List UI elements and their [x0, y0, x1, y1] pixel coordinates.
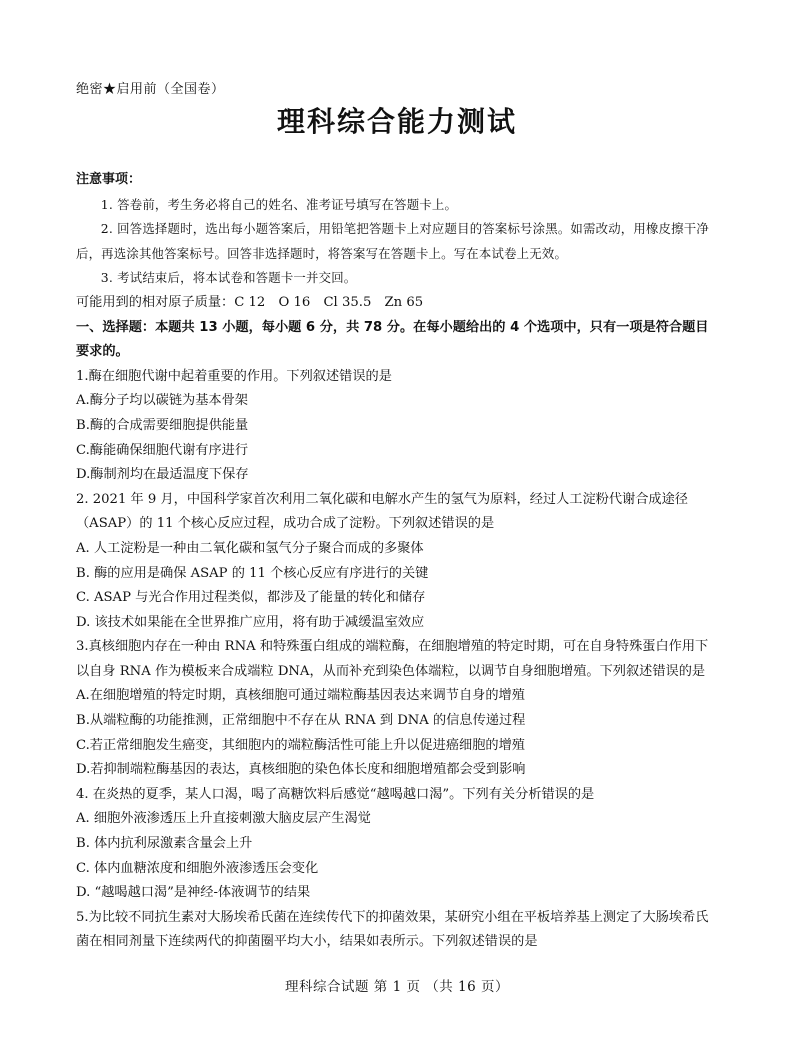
- question-4: [76, 783, 721, 906]
- question-stem: 5.为比较不同抗生素对大肠埃希氏菌在连续传代下的抑菌效果，某研究小组在平板培养基上测定了大肠埃希氏菌在相同剂量下连续两代的抑菌圈平均大小，结果如表所示。下列叙述错误的是: [76, 909, 709, 950]
- option-d: D.若抑制端粒酶基因的表达，真核细胞的染色体长度和细胞增殖都会受到影响: [76, 762, 526, 778]
- question-1: [76, 365, 721, 488]
- option-b: B. 体内抗利尿激素含量会上升: [76, 836, 253, 852]
- option-b: B.酶的合成需要细胞提供能量: [76, 417, 249, 433]
- question-5: [76, 906, 721, 955]
- option-d: D. “越喝越口渴”是神经-体液调节的结果: [76, 885, 311, 901]
- notice-item-2: 2. 回答选择题时，选出每小题答案后，用铅笔把答题卡上对应题目的答案标号涂黑。如需改动，用橡皮擦干净后，再选涂其他答案标号。回答非选择题时，将答案写在答题卡上。写在本试卷上无效。: [76, 221, 709, 261]
- page-title: 理科综合能力测试: [276, 105, 517, 138]
- option-d: D.酶制剂均在最适温度下保存: [76, 467, 249, 483]
- notice-item-1: 1. 答卷前，考生务必将自己的姓名、准考证号填写在答题卡上。: [100, 196, 458, 212]
- question-stem: 3.真核细胞内存在一种由 RNA 和特殊蛋白组成的端粒酶，在细胞增殖的特定时期，可在自身特殊蛋白作用下以自身 RNA 作为模板来合成端粒 DNA，从而补充到染色体端粒，以调节自身细胞增殖。下列叙述错误的是: [76, 639, 709, 679]
- option-d: D. 该技术如果能在全世界推广应用，将有助于减缓温室效应: [76, 614, 425, 630]
- question-2: [76, 488, 721, 636]
- option-a: A.在细胞增殖的特定时期，真核细胞可通过端粒酶基因表达来调节自身的增殖: [76, 688, 525, 704]
- option-a: A.酶分子均以碳链为基本骨架: [76, 393, 248, 409]
- notice-item-3: 3. 考试结束后，将本试卷和答题卡一并交回。: [100, 270, 357, 286]
- page-footer: 理科综合试题 第 1 页 （共 16 页）: [284, 979, 509, 995]
- question-stem: 2. 2021 年 9 月，中国科学家首次利用二氧化碳和电解水产生的氢气为原料，经过人工淀粉代谢合成途径（ASAP）的 11 个核心反应过程，成功合成了淀粉。下列叙述错误的是: [76, 491, 688, 532]
- section-heading: 一、选择题：本题共 13 小题，每小题 6 分，共 78 分。在每小题给出的 4 个选项中，只有一项是符合题目要求的。: [76, 319, 709, 360]
- confidential-label: 绝密★启用前（全国卷）: [76, 82, 225, 97]
- question-3: [76, 635, 721, 783]
- option-b: B. 酶的应用是确保 ASAP 的 11 个核心反应有序进行的关键: [76, 565, 429, 581]
- atomic-mass-line: 可能用到的相对原子质量：C 12 O 16 Cl 35.5 Zn 65: [76, 294, 424, 310]
- question-stem: 4. 在炎热的夏季，某人口渴，喝了高糖饮料后感觉“越喝越口渴”。下列有关分析错误的是: [76, 786, 595, 802]
- option-a: A. 细胞外液渗透压上升直接刺激大脑皮层产生渴觉: [76, 811, 371, 827]
- option-a: A. 人工淀粉是一种由二氧化碳和氢气分子聚合而成的多聚体: [76, 540, 424, 556]
- option-c: C. ASAP 与光合作用过程类似，都涉及了能量的转化和储存: [76, 590, 426, 606]
- notice-heading: 注意事项：: [76, 172, 142, 187]
- option-c: C. 体内血糖浓度和细胞外液渗透压会变化: [76, 860, 319, 876]
- question-stem: 1.酶在细胞代谢中起着重要的作用。下列叙述错误的是: [76, 368, 392, 384]
- exam-content: [76, 168, 721, 955]
- option-b: B.从端粒酶的功能推测，正常细胞中不存在从 RNA 到 DNA 的信息传递过程: [76, 713, 526, 729]
- option-c: C.酶能确保细胞代谢有序进行: [76, 442, 249, 458]
- option-c: C.若正常细胞发生癌变，其细胞内的端粒酶活性可能上升以促进癌细胞的增殖: [76, 737, 525, 753]
